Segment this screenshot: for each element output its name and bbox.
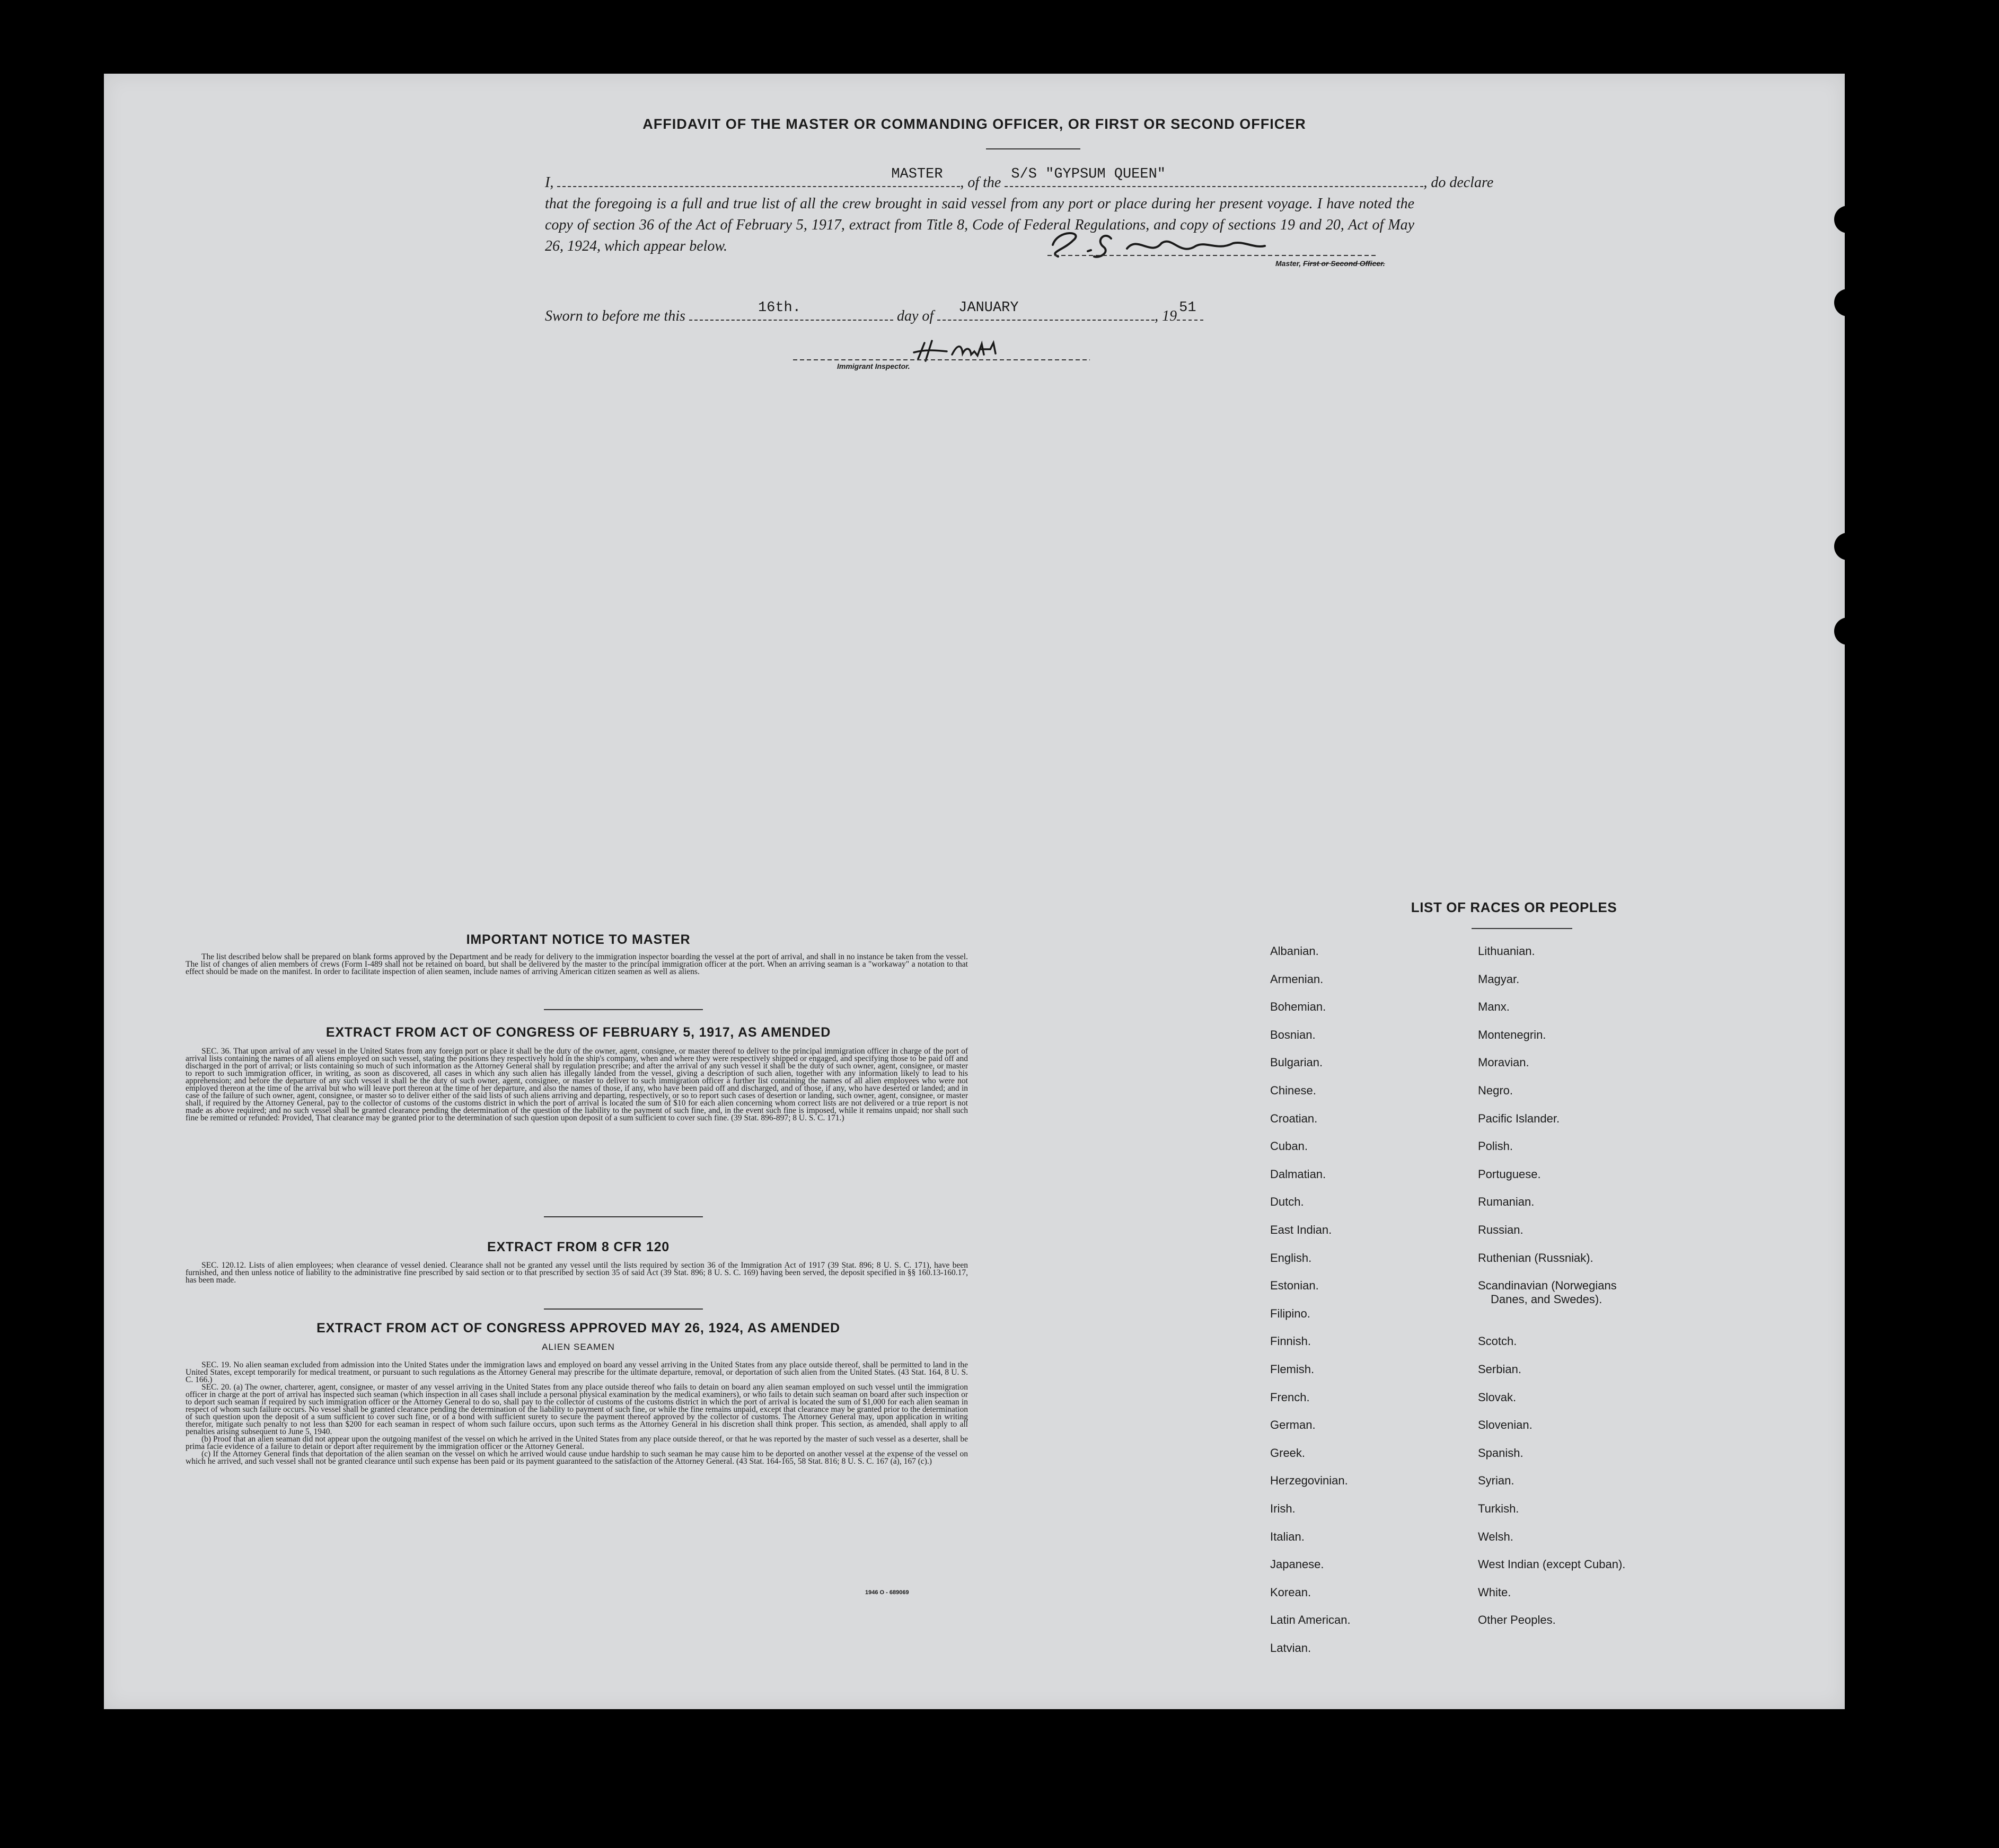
- sworn-prefix: Sworn to before me this: [545, 308, 685, 324]
- extract-1924-text: [186, 1361, 968, 1465]
- sec20b-paragraph: (b) Proof that an alien seaman did not appear upon the outgoing manifest of the vessel on which he arrived in the United States from any place outside thereof, or that he was reported by the master of such vessel as a deserter, shall be prima facie evidence of a failure to detain or deport after requirement by the immigration officer or the Attorney General.: [186, 1435, 968, 1451]
- punch-hole: [1847, 1077, 1874, 1105]
- race-item: Bulgarian.: [1270, 1056, 1323, 1069]
- month-field: [937, 300, 1155, 321]
- notice-rule: [544, 1009, 703, 1010]
- race-item: Magyar.: [1478, 972, 1520, 986]
- race-item: Irish.: [1270, 1502, 1296, 1515]
- race-item: Danes, and Swedes).: [1491, 1293, 1602, 1306]
- race-item: Japanese.: [1270, 1558, 1324, 1571]
- race-item: Dalmatian.: [1270, 1167, 1326, 1181]
- race-item: Other Peoples.: [1478, 1613, 1556, 1627]
- races-rule: [1472, 928, 1572, 929]
- year-prefix: , 19: [1155, 308, 1177, 324]
- inspector-caption: Immigrant Inspector.: [837, 362, 910, 370]
- punch-hole: [1847, 1480, 1874, 1508]
- day-of-label: day of: [896, 308, 934, 324]
- race-item: Syrian.: [1478, 1474, 1514, 1488]
- race-item: Greek.: [1270, 1446, 1306, 1460]
- vessel-value: S/S "GYPSUM QUEEN": [1011, 166, 1166, 182]
- punch-hole: [1847, 1399, 1874, 1426]
- title-underline: [986, 148, 1080, 149]
- punch-hole: [1834, 617, 1862, 645]
- sworn-line: [545, 300, 1203, 327]
- vessel-field: [1005, 166, 1423, 187]
- race-item: Finnish.: [1270, 1334, 1311, 1348]
- struck-officer-label: First or Second Officer.: [1303, 259, 1385, 268]
- race-item: Cuban.: [1270, 1139, 1308, 1153]
- punch-hole: [1847, 1160, 1874, 1187]
- master-caption: [1275, 259, 1385, 268]
- race-item: Slovak.: [1478, 1390, 1517, 1404]
- sec20c-paragraph: (c) If the Attorney General finds that deportation of the alien seaman on the vessel on which he arrived would cause undue hardship to such seaman he may cause him to be deported on another vessel at the expense of the vessel on which he arrived, and such vessel shall not be granted clearance until such expense has been paid or its payment guaranteed to the satisfaction of the Attorney General. (43 Stat. 164-165, 58 Stat. 816; 8 U. S. C. 167 (a), 167 (c).): [186, 1449, 968, 1466]
- extract-cfr-title: EXTRACT FROM 8 CFR 120: [487, 1240, 670, 1254]
- extract-1917-paragraph: SEC. 36. That upon arrival of any vessel in the United States from any foreign port or place it shall be the duty of the owner, agent, consignee, or master thereof to deliver to the principal immigration officer in charge of the port of arrival lists containing the names of all aliens employed on such vessel, stating the positions they respectively hold in the ship's company, when and where they were respectively shipped or engaged, and specifying those to be paid off and discharged in the port of arrival; or lists containing so much of such information as the Attorney General shall by regulation prescribe; and after the arrival of any such vessel it shall be the duty of such owner, agent, consignee, or master to report to such immigration officer, in writing, as soon as discovered, all cases in which any such alien has illegally landed from the vessel, giving a description of such alien, together with any information likely to lead to his apprehension; and before the departure of any such vessel it shall be the duty of such owner, agent, consignee, or master to deliver to such immigration officer a further list containing the names of all alien employees who were not employed thereon at the time of the arrival but who will leave port thereon at the time of her departure, and also the names of those, if any, who have been paid off and discharged, and of those, if any, who have deserted or landed; and in case of the failure of such owner, agent, consignee, or master so to deliver either of the said lists of such aliens arriving and departing, respectively, or so to report such cases of desertion or landing, such owner, agent, consignee, or master shall, if required by the Attorney General, pay to the collector of customs of the customs district in which the port of arrival is located the sum of $10 for each alien concerning whom correct lists are not delivered or a true report is not made as above required; and no such vessel shall be granted clearance pending the determination of the question of the liability to the payment of such fine, and, in the event such fine is imposed, while it remains unpaid; nor shall such fine be remitted or refunded: Provided, That clearance may be granted prior to the determination of such question upon deposit of a sum sufficient to cover such fine. (39 Stat. 896-897; 8 U. S. C. 171.): [186, 1047, 968, 1122]
- extract-1917-rule: [544, 1216, 703, 1217]
- sec19-paragraph: SEC. 19. No alien seaman excluded from admission into the United States under the immigration laws and employed on board any vessel arriving in the United States from any place outside thereof, shall be permitted to land in the United States, except temporarily for medical treatment, or pursuant to such regulations as the Attorney General may prescribe for the ultimate departure, removal, or deportation of such alien from the United States. (43 Stat. 164, 8 U. S. C. 166.): [186, 1360, 968, 1384]
- race-item: Portuguese.: [1478, 1167, 1541, 1181]
- notice-paragraph: The list described below shall be prepared on blank forms approved by the Department and be ready for delivery to the immigration inspector boarding the vessel at the port of arrival, and shall in no instance be taken from the vessel. The list of changes of alien members of crews (Form I-489 shall not be retained on board, but shall be delivered by the master to the principal immigration officer at the port. When an arriving seaman is a "workaway" a notation to that effect should be made on the manifest. In order to facilitate inspection of alien seamen, include names of arriving American citizen seamen as well as aliens.: [186, 952, 968, 976]
- race-item: Filipino.: [1270, 1306, 1310, 1320]
- affidavit-line1: [545, 166, 1605, 193]
- sec20a-paragraph: SEC. 20. (a) The owner, charterer, agent, consignee, or master of any vessel arriving in the United States from any place outside thereof who fails to detain on board any alien seaman employed on such vessel until the immigration officer in charge at the port of arrival has inspected such seaman (which inspection in all cases shall include a personal physical examination by the medical examiners), or who fails to detain such seaman on board after such inspection or to deport such seaman if required by such immigration officer or the Attorney General to do so, shall pay to the collector of customs of the customs district in which the port of arrival is located the sum of $1,000 for each alien seaman in respect of whom such failure occurs. No vessel shall be granted clearance pending the determination of the liability to payment of such fine, or while the fine remains unpaid, except that clearance may be granted prior to the determination of such question upon the deposit of a sum sufficient to cover such fine, or of a bond with sufficient surety to secure the payment thereof approved by the collector of customs. The Attorney General may, upon application in writing therefor, mitigate such penalty to not less than $200 for each seaman in respect of whom such failure occurs, upon such terms as the Attorney General in his discretion shall think proper. This section, as amended, shall apply to all penalties arising subsequent to June 5, 1940.: [186, 1383, 968, 1436]
- race-item: Dutch.: [1270, 1195, 1304, 1209]
- race-item: Spanish.: [1478, 1446, 1524, 1460]
- affidavit-body: that the foregoing is a full and true list of all the crew brought in said vessel from any port or place during her present voyage. I have noted the copy of section 36 of the Act of February 5, 1917, extract from Title 8, Code of Federal Regulations, and copy of sections 19 and 20, Act of May 26, 1924, which appear below.: [545, 196, 1414, 254]
- race-item: Lithuanian.: [1478, 944, 1535, 958]
- race-item: Latin American.: [1270, 1613, 1351, 1627]
- extract-1924-title: EXTRACT FROM ACT OF CONGRESS APPROVED MAY 26, 1924, AS AMENDED: [316, 1321, 840, 1336]
- race-item: Negro.: [1478, 1084, 1513, 1097]
- race-item: Armenian.: [1270, 972, 1324, 986]
- extract-1917-text: [186, 1048, 968, 1122]
- race-item: Montenegrin.: [1478, 1028, 1546, 1041]
- master-caption-label: Master,: [1275, 259, 1304, 268]
- race-item: Latvian.: [1270, 1641, 1311, 1655]
- printer-code: 1946 O - 689069: [865, 1589, 909, 1596]
- rank-field: [557, 166, 960, 187]
- race-item: Rumanian.: [1478, 1195, 1535, 1209]
- year-value: 51: [1179, 300, 1196, 316]
- race-item: Herzegovinian.: [1270, 1474, 1348, 1488]
- line1-suffix: , do declare: [1423, 174, 1494, 191]
- notice-text: [186, 953, 968, 976]
- race-item: Slovenian.: [1478, 1418, 1533, 1432]
- punch-hole: [1834, 206, 1862, 233]
- race-item: Manx.: [1478, 1000, 1510, 1014]
- race-item: Korean.: [1270, 1585, 1311, 1599]
- extract-1924-subtitle: ALIEN SEAMEN: [542, 1342, 615, 1352]
- extract-cfr-text: [186, 1262, 968, 1284]
- race-item: Scandinavian (Norwegians: [1478, 1279, 1617, 1293]
- extract-cfr-paragraph: SEC. 120.12. Lists of alien employees; when clearance of vessel denied. Clearance shall not be granted any vessel until the lists required by section 36 of the Immigration Act of 1917 (39 Stat. 896; 8 U. S. C. 171), have been furnished, and then unless notice of liability to the administrative fine prescribed by said section or to that prescribed by section 35 of said Act (39 Stat. 896; 8 U. S. C. 169) having been served, the deposit specified in §§ 160.13-160.17, has been made.: [186, 1261, 968, 1285]
- race-item: Bohemian.: [1270, 1000, 1326, 1014]
- form-page: [104, 74, 1845, 1709]
- punch-hole: [1834, 289, 1862, 316]
- year-field: [1177, 300, 1203, 321]
- race-item: Croatian.: [1270, 1111, 1318, 1125]
- race-item: East Indian.: [1270, 1223, 1332, 1236]
- race-item: English.: [1270, 1251, 1312, 1265]
- race-item: Russian.: [1478, 1223, 1524, 1236]
- extract-cfr-rule: [544, 1308, 703, 1310]
- month-value: JANUARY: [958, 300, 1019, 316]
- line1-prefix: I,: [545, 174, 554, 191]
- punch-hole: [1834, 533, 1862, 560]
- day-value: 16th.: [758, 300, 801, 316]
- notice-title: IMPORTANT NOTICE TO MASTER: [466, 932, 691, 947]
- race-item: French.: [1270, 1390, 1310, 1404]
- race-item: Turkish.: [1478, 1502, 1519, 1515]
- race-item: Ruthenian (Russniak).: [1478, 1251, 1593, 1265]
- race-item: German.: [1270, 1418, 1316, 1432]
- affidavit-title: AFFIDAVIT OF THE MASTER OR COMMANDING OFFICER, OR FIRST OR SECOND OFFICER: [642, 116, 1306, 132]
- race-item: Welsh.: [1478, 1529, 1513, 1543]
- rank-value: MASTER: [891, 166, 943, 182]
- race-item: Bosnian.: [1270, 1028, 1316, 1041]
- race-item: Moravian.: [1478, 1056, 1529, 1069]
- race-item: Serbian.: [1478, 1363, 1521, 1376]
- line1-mid: , of the: [960, 174, 1001, 191]
- race-item: West Indian (except Cuban).: [1478, 1558, 1626, 1571]
- race-item: Italian.: [1270, 1529, 1305, 1543]
- race-item: Flemish.: [1270, 1363, 1315, 1376]
- extract-1917-title: EXTRACT FROM ACT OF CONGRESS OF FEBRUARY 5, 1917, AS AMENDED: [325, 1025, 831, 1040]
- race-item: Pacific Islander.: [1478, 1111, 1560, 1125]
- day-field: [689, 300, 893, 321]
- races-title: LIST OF RACES OR PEOPLES: [1411, 899, 1617, 915]
- race-item: Chinese.: [1270, 1084, 1316, 1097]
- race-item: Polish.: [1478, 1139, 1513, 1153]
- race-item: Estonian.: [1270, 1279, 1319, 1293]
- race-item: White.: [1478, 1585, 1511, 1599]
- race-item: Scotch.: [1478, 1334, 1517, 1348]
- race-item: Albanian.: [1270, 944, 1319, 958]
